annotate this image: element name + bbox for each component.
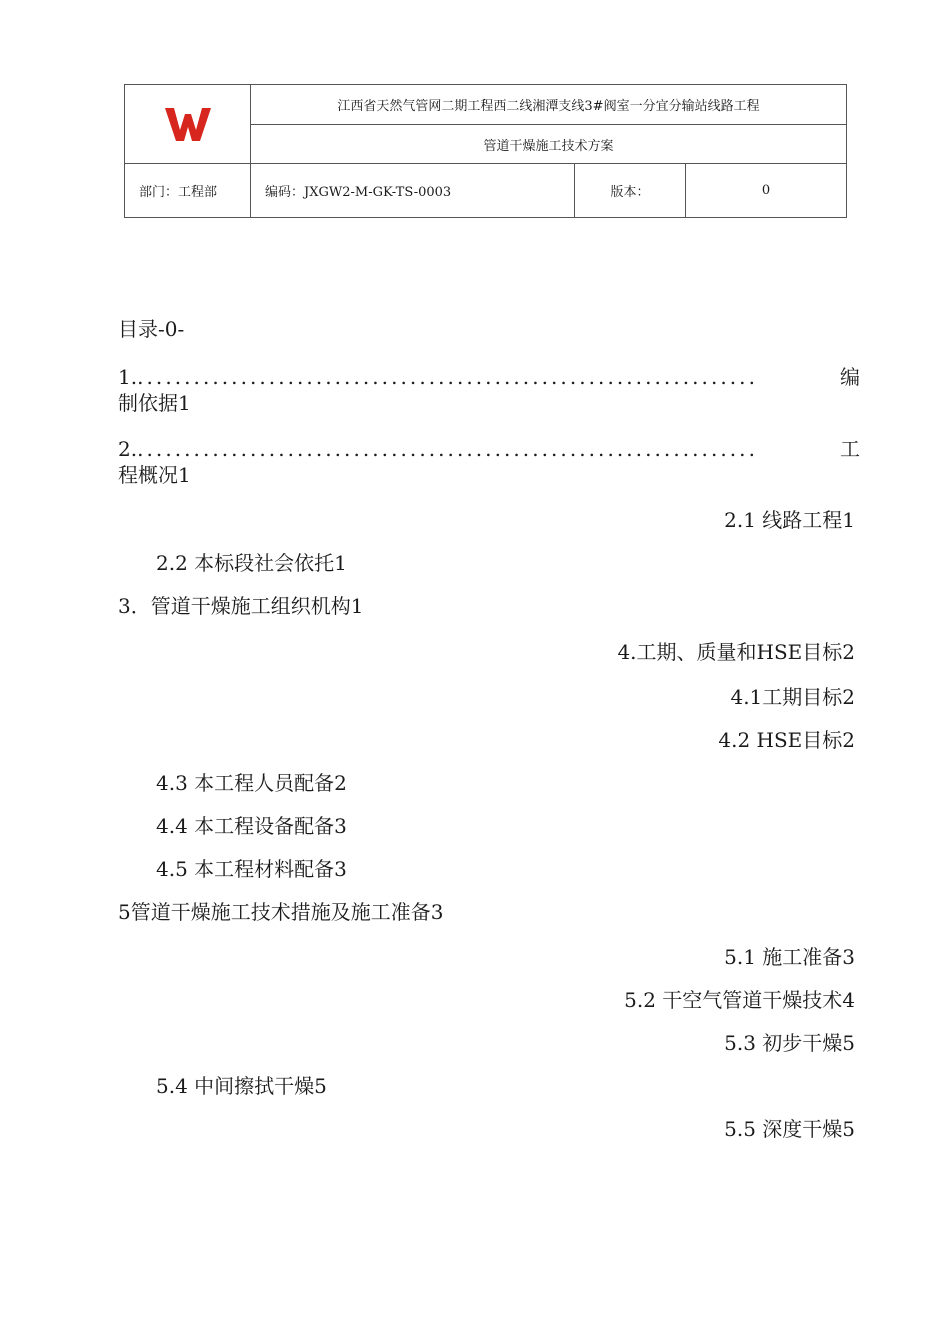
toc-title: 目录-0- [118,317,185,341]
document-code-field: 编码：JXGW2-M-GK-TS-0003 [251,164,575,217]
version-value: 0 [761,183,771,198]
company-logo [163,104,213,144]
toc-item: 5.1 施工准备3 [724,945,855,969]
toc-item: 2.1 线路工程1 [724,508,855,532]
toc-entry-number: 1. [118,365,138,389]
toc-leader-dots: .................................................................. [137,365,758,389]
company-logo-cell [125,85,251,164]
toc-entry-number: 2. [118,437,138,461]
toc-leader-dots: .................................................................. [137,437,758,461]
toc-entry [118,436,860,462]
toc-item: 5.5 深度干燥5 [724,1117,855,1141]
project-title: 江西省天然气管网二期工程西二线湘潭支线3#阀室一分宜分输站线路工程 [251,85,846,125]
version-label: 版本： [575,164,686,217]
toc-item: 4.5 本工程材料配备3 [156,857,347,881]
document-header-table [124,84,847,218]
document-title: 管道干燥施工技术方案 [251,125,846,164]
toc-entry-first-char: 编 [840,365,860,389]
toc-entry [118,364,860,390]
toc-entry-continuation: 程概况1 [118,463,191,487]
toc-item: 4.工期、质量和HSE目标2 [617,640,855,664]
toc-item: 5.4 中间擦拭干燥5 [156,1074,327,1098]
toc-item: 2.2 本标段社会依托1 [156,551,347,575]
toc-item: 4.2 HSE目标2 [718,728,855,752]
toc-item: 5.2 干空气管道干燥技术4 [624,988,855,1012]
toc-item: 4.3 本工程人员配备2 [156,771,347,795]
toc-item: 4.4 本工程设备配备3 [156,814,347,838]
toc-item: 5.3 初步干燥5 [724,1031,855,1055]
toc-entry-first-char: 工 [840,437,860,461]
toc-item: 3．管道干燥施工组织机构1 [118,594,364,618]
toc-entry-continuation: 制依据1 [118,391,191,415]
toc-item: 4.1工期目标2 [730,685,855,709]
toc-item: 5管道干燥施工技术措施及施工准备3 [118,900,444,924]
department-field: 部门：工程部 [125,164,251,217]
